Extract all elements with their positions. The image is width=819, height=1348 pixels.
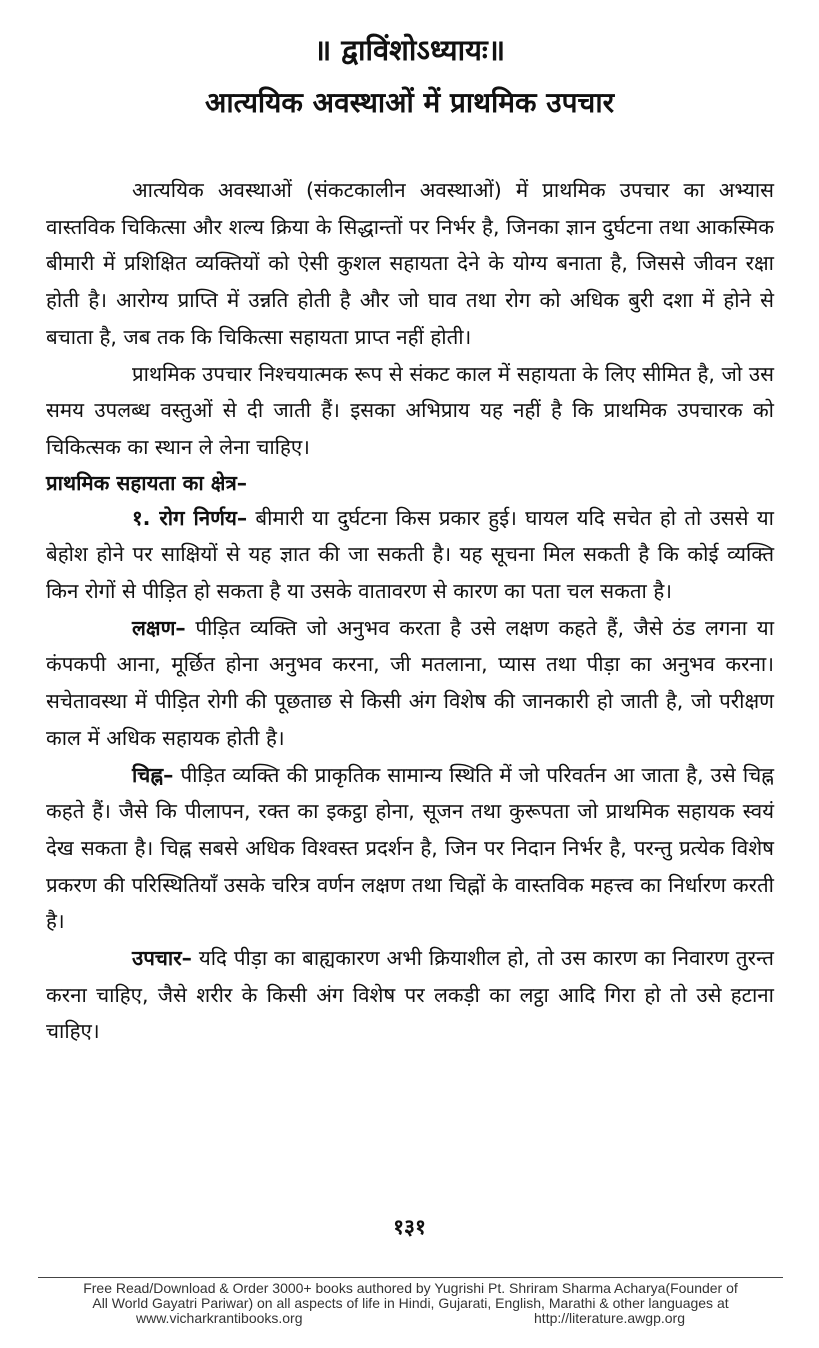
page-number: १३१ xyxy=(393,1215,426,1239)
symptoms-text: पीड़ित व्यक्ति जो अनुभव करता है उसे लक्षण कहते हैं, जैसे ठंड लगना या कंपकपी आना, मूर्छित होना अनुभव करना, जी मतलाना, प्यास तथा पीड़ा का अनुभव करना। सचेतावस्था में पीड़ित रोगी की पूछताछ से किसी अंग विशेष की जानकारी हो जाती है, जो परीक्षण काल में अधिक सहायक होती है। xyxy=(46,615,774,750)
footer-links xyxy=(40,1311,781,1326)
treatment-text: यदि पीड़ा का बाह्यकारण अभी क्रियाशील हो, तो उस कारण का निवारण तुरन्त करना चाहिए, जैसे शरीर के किसी अंग विशेष पर लकड़ी का लट्ठा आदि गिरा हो तो उसे हटाना चाहिए। xyxy=(46,946,774,1044)
paragraph-intro: आत्ययिक अवस्थाओं (संकटकालीन अवस्थाओं) में प्राथमिक उपचार का अभ्यास वास्तविक चिकित्सा और शल्य क्रिया के सिद्धान्तों पर निर्भर है, जिनका ज्ञान दुर्घटना तथा आकस्मिक बीमारी में प्रशिक्षित व्यक्तियों को ऐसी कुशल सहायता देने के योग्य बनाता है, जिससे जीवन रक्षा होती है। आरोग्य प्राप्ति में उन्नति होती है और जो घाव तथा रोग को अधिक बुरी दशा में होने से बचाता है, जब तक कि चिकित्सा सहायता प्राप्त नहीं होती। xyxy=(46,178,774,349)
treatment-label: उपचार– xyxy=(132,946,192,971)
paragraph-diagnosis xyxy=(46,500,774,610)
section-heading: प्राथमिक सहायता का क्षेत्र– xyxy=(46,470,248,495)
paragraph-symptoms xyxy=(46,610,774,757)
paragraph-treatment xyxy=(46,940,774,1050)
chapter-heading: ॥ द्वाविंशोऽध्यायः॥ xyxy=(313,33,506,67)
footer-link-awgp[interactable]: http://literature.awgp.org xyxy=(534,1310,685,1326)
footer-line-1: Free Read/Download & Order 3000+ books authored by Yugrishi Pt. Shriram Sharma Acharya(Founder of xyxy=(83,1280,738,1296)
symptoms-label: लक्षण– xyxy=(132,615,186,640)
page-title: आत्ययिक अवस्थाओं में प्राथमिक उपचार xyxy=(204,86,615,119)
footer xyxy=(40,1281,781,1326)
body-text xyxy=(46,172,774,1050)
footer-line-2: All World Gayatri Pariwar) on all aspects of life in Hindi, Gujarati, English, Marathi & other languages at xyxy=(92,1295,729,1311)
paragraph-signs xyxy=(46,757,774,941)
diagnosis-label: १. रोग निर्णय– xyxy=(132,505,248,530)
diagnosis-text: बीमारी या दुर्घटना किस प्रकार हुई। घायल यदि सचेत हो तो उससे या बेहोश होने पर साक्षियों से यह ज्ञात की जा सकती है। यह सूचना मिल सकती है कि कोई व्यक्ति किन रोगों से पीड़ित हो सकता है या उसके वातावरण से कारण का पता चल सकता है। xyxy=(46,505,774,604)
signs-label: चिह्न– xyxy=(132,762,174,787)
footer-divider xyxy=(38,1277,783,1278)
signs-text: पीड़ित व्यक्ति की प्राकृतिक सामान्य स्थिति में जो परिवर्तन आ जाता है, उसे चिह्न कहते हैं। जैसे कि पीलापन, रक्त का इकट्ठा होना, सूजन तथा कुरूपता जो प्राथमिक सहायक स्वयं देख सकता है। चिह्न सबसे अधिक विश्वस्त प्रदर्शन है, जिन पर निदान निर्भर है, परन्तु प्रत्येक विशेष प्रकरण की परिस्थितियाँ उसके चरित्र वर्णन लक्षण तथा चिह्नों के वास्तविक महत्त्व का निर्धारण करती है। xyxy=(46,762,774,934)
paragraph-scope: प्राथमिक उपचार निश्चयात्मक रूप से संकट काल में सहायता के लिए सीमित है, जो उस समय उपलब्ध वस्तुओं से दी जाती हैं। इसका अभिप्राय यह नहीं है कि प्राथमिक उपचारक को चिकित्सक का स्थान ले लेना चाहिए। xyxy=(46,361,774,459)
footer-link-vicharkranti[interactable]: www.vicharkrantibooks.org xyxy=(136,1310,303,1326)
